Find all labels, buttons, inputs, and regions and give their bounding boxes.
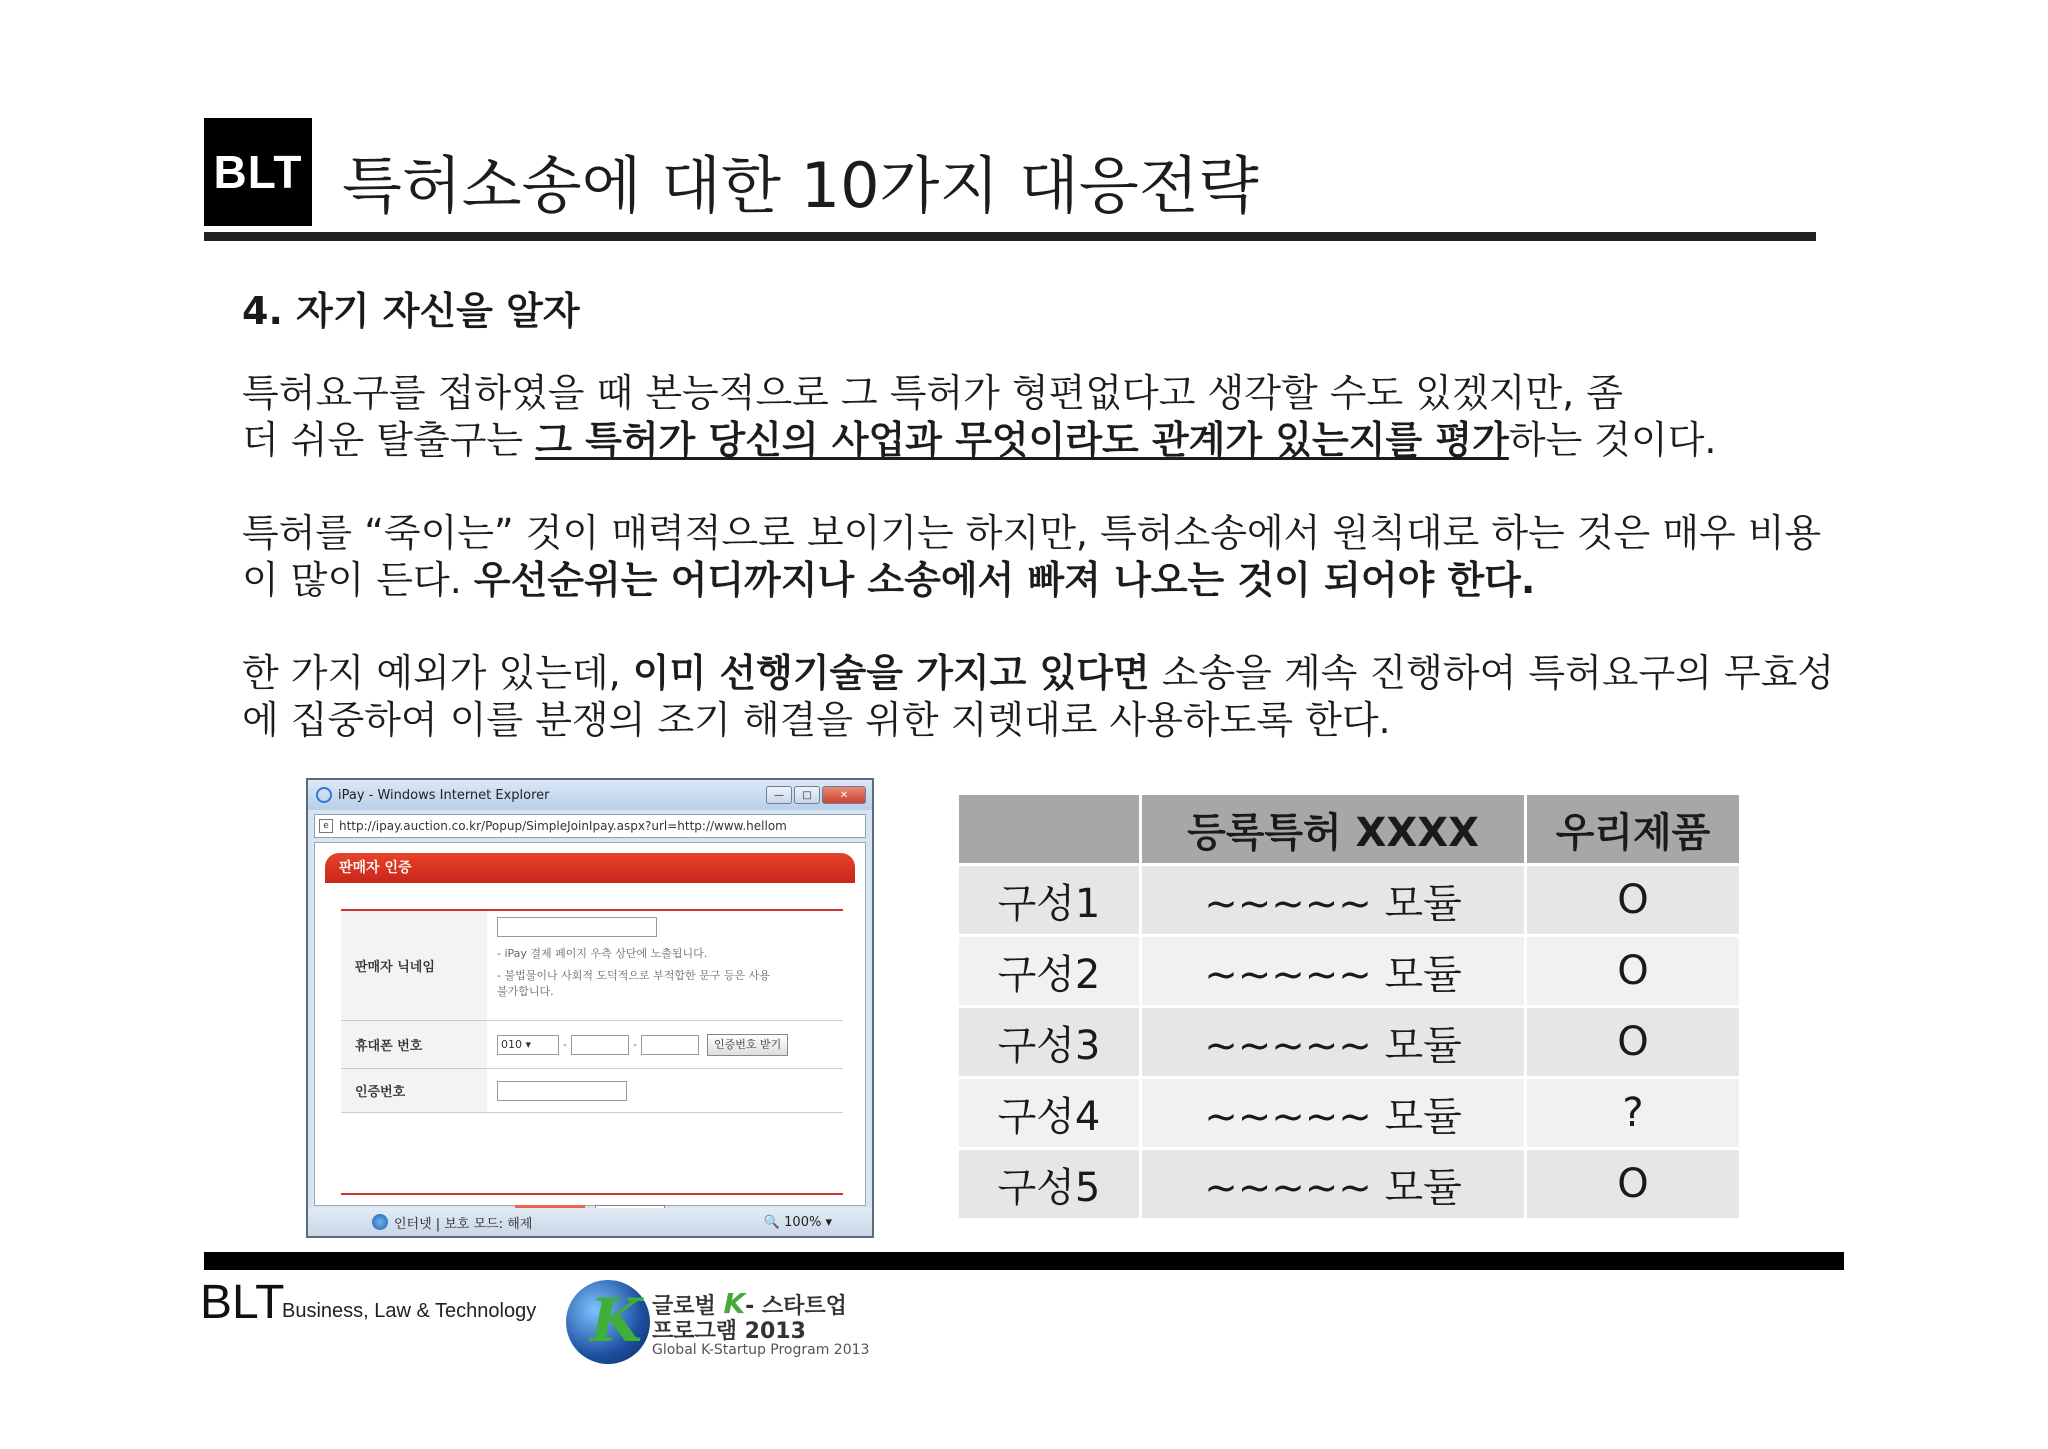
table-row	[959, 1079, 1739, 1147]
ie-page-content	[314, 842, 866, 1206]
form-bottom-line	[341, 1193, 843, 1195]
address-bar[interactable]	[314, 814, 866, 838]
paragraph-1-line-1: 특허요구를 접하였을 때 본능적으로 그 특허가 형편없다고 생각할 수도 있겠지만, 좀	[242, 371, 1623, 415]
auth-code-cell	[487, 1069, 843, 1112]
row-item: 구성4	[959, 1079, 1139, 1147]
p2-bold-phrase: 우선순위는 어디까지나 소송에서 빠져 나오는 것이 되어야 한다.	[473, 558, 1536, 602]
get-auth-code-button[interactable]: 인증번호 받기	[707, 1034, 788, 1056]
row-match: ?	[1527, 1079, 1739, 1147]
phone-middle-input[interactable]	[571, 1035, 629, 1055]
p3-line1-pre: 한 가지 예외가 있는데,	[242, 651, 633, 695]
phone-label: 휴대폰 번호	[341, 1021, 487, 1068]
paragraph-1-line-2	[242, 417, 1717, 464]
form-title: 판매자 인증	[325, 853, 855, 883]
globe-icon	[372, 1214, 388, 1230]
table-row	[959, 866, 1739, 934]
dash-separator-2: -	[632, 1038, 637, 1051]
minimize-icon[interactable]: —	[766, 786, 792, 804]
table-row	[959, 1150, 1739, 1218]
paragraph-1	[242, 370, 1717, 464]
paragraph-3-line-1	[242, 650, 1834, 697]
nickname-label: 판매자 닉네임	[341, 911, 487, 1020]
program-startup: - 스타트업	[745, 1294, 847, 1319]
p3-line1-post: 소송을 계속 진행하여 특허요구의 무효성	[1149, 651, 1835, 695]
k-logo-icon: K	[590, 1286, 643, 1356]
p2-line2-pre: 이 많이 든다.	[242, 558, 474, 602]
ie-logo-icon	[316, 787, 332, 803]
status-text: 인터넷 | 보호 모드: 해제	[394, 1216, 533, 1232]
seller-auth-form	[341, 909, 843, 1113]
table-row	[959, 937, 1739, 1005]
row-match: O	[1527, 1150, 1739, 1218]
paragraph-3	[242, 650, 1834, 744]
paragraph-3-line-2: 에 집중하여 이를 분쟁의 조기 해결을 위한 지렛대로 사용하도록 한다.	[242, 698, 1391, 742]
address-url: http://ipay.auction.co.kr/Popup/SimpleJoinIpay.aspx?url=http://www.hellom	[339, 819, 787, 833]
row-module: ~~~~~ 모듈	[1142, 1008, 1524, 1076]
program-title-english: Global K-Startup Program 2013	[652, 1342, 870, 1358]
slide-title: 특허소송에 대한 10가지 대응전략	[342, 149, 1259, 222]
row-module: ~~~~~ 모듈	[1142, 1079, 1524, 1147]
row-module: ~~~~~ 모듈	[1142, 1150, 1524, 1218]
p1-line2-post: 하는 것이다.	[1508, 418, 1717, 462]
footer-tagline: Business, Law & Technology	[282, 1300, 537, 1322]
form-row-phone	[341, 1021, 843, 1069]
table-row	[959, 1008, 1739, 1076]
p1-line2-pre: 더 쉬운 탈출구는	[242, 418, 536, 462]
header-our-product: 우리제품	[1527, 795, 1739, 863]
header-patent: 등록특허 XXXX	[1142, 795, 1524, 863]
paragraph-2-line-2	[242, 557, 1821, 604]
paragraph-2	[242, 510, 1821, 604]
ie-window-title: iPay - Windows Internet Explorer	[338, 787, 550, 803]
p3-bold-phrase: 이미 선행기술을 가지고 있다면	[632, 651, 1150, 695]
row-item: 구성3	[959, 1008, 1139, 1076]
p1-underlined-phrase: 그 특허가 당신의 사업과 무엇이라도 관계가 있는지를 평가	[535, 418, 1509, 462]
phone-last-input[interactable]	[641, 1035, 699, 1055]
blt-logo-badge: BLT	[204, 118, 312, 226]
program-title-line-2: 프로그램 2013	[652, 1319, 806, 1344]
form-row-auth-code	[341, 1069, 843, 1113]
ie-statusbar	[308, 1208, 872, 1236]
row-match: O	[1527, 866, 1739, 934]
row-match: O	[1527, 1008, 1739, 1076]
program-global: 글로벌	[652, 1294, 716, 1319]
maximize-icon[interactable]: □	[794, 786, 820, 804]
comparison-table	[956, 792, 1742, 1221]
paragraph-2-line-1: 특허를 “죽이는” 것이 매력적으로 보이기는 하지만, 특허소송에서 원칙대로 하는 것은 매우 비용	[242, 511, 1822, 555]
row-item: 구성1	[959, 866, 1139, 934]
phone-prefix-value: 010	[501, 1037, 522, 1051]
form-row-nickname	[341, 911, 843, 1021]
footer-divider	[204, 1252, 1844, 1270]
auth-code-input[interactable]	[497, 1081, 627, 1101]
header-blank-cell	[959, 795, 1139, 863]
phone-cell	[487, 1021, 843, 1068]
nickname-input[interactable]	[497, 917, 657, 937]
ie-titlebar	[308, 780, 872, 810]
close-icon[interactable]: ✕	[822, 786, 866, 804]
zoom-level[interactable]: 🔍 100% ▾	[763, 1214, 832, 1230]
dash-separator: -	[563, 1038, 567, 1051]
program-k: K	[723, 1287, 746, 1320]
title-divider	[204, 232, 1816, 241]
nickname-note-1: - iPay 결제 페이지 우측 상단에 노출됩니다.	[497, 947, 708, 960]
zoom-value: 100%	[784, 1214, 822, 1230]
ie-window-screenshot	[306, 778, 874, 1238]
section-heading: 4. 자기 자신을 알자	[242, 289, 580, 333]
nickname-cell	[487, 911, 843, 1020]
auth-code-label: 인증번호	[341, 1069, 487, 1112]
page-icon: e	[319, 819, 333, 833]
table-header-row	[959, 795, 1739, 863]
nickname-note-2: - 불법물이나 사회적 도덕적으로 부적합한 문구 등은 사용	[497, 969, 770, 982]
row-module: ~~~~~ 모듈	[1142, 937, 1524, 1005]
footer-brand: BLT	[200, 1276, 285, 1329]
row-match: O	[1527, 937, 1739, 1005]
row-item: 구성5	[959, 1150, 1139, 1218]
row-item: 구성2	[959, 937, 1139, 1005]
phone-prefix-select[interactable]: 010 ▾	[497, 1035, 559, 1055]
window-controls	[766, 786, 866, 804]
nickname-note-3: 불가합니다.	[497, 985, 554, 998]
row-module: ~~~~~ 모듈	[1142, 866, 1524, 934]
